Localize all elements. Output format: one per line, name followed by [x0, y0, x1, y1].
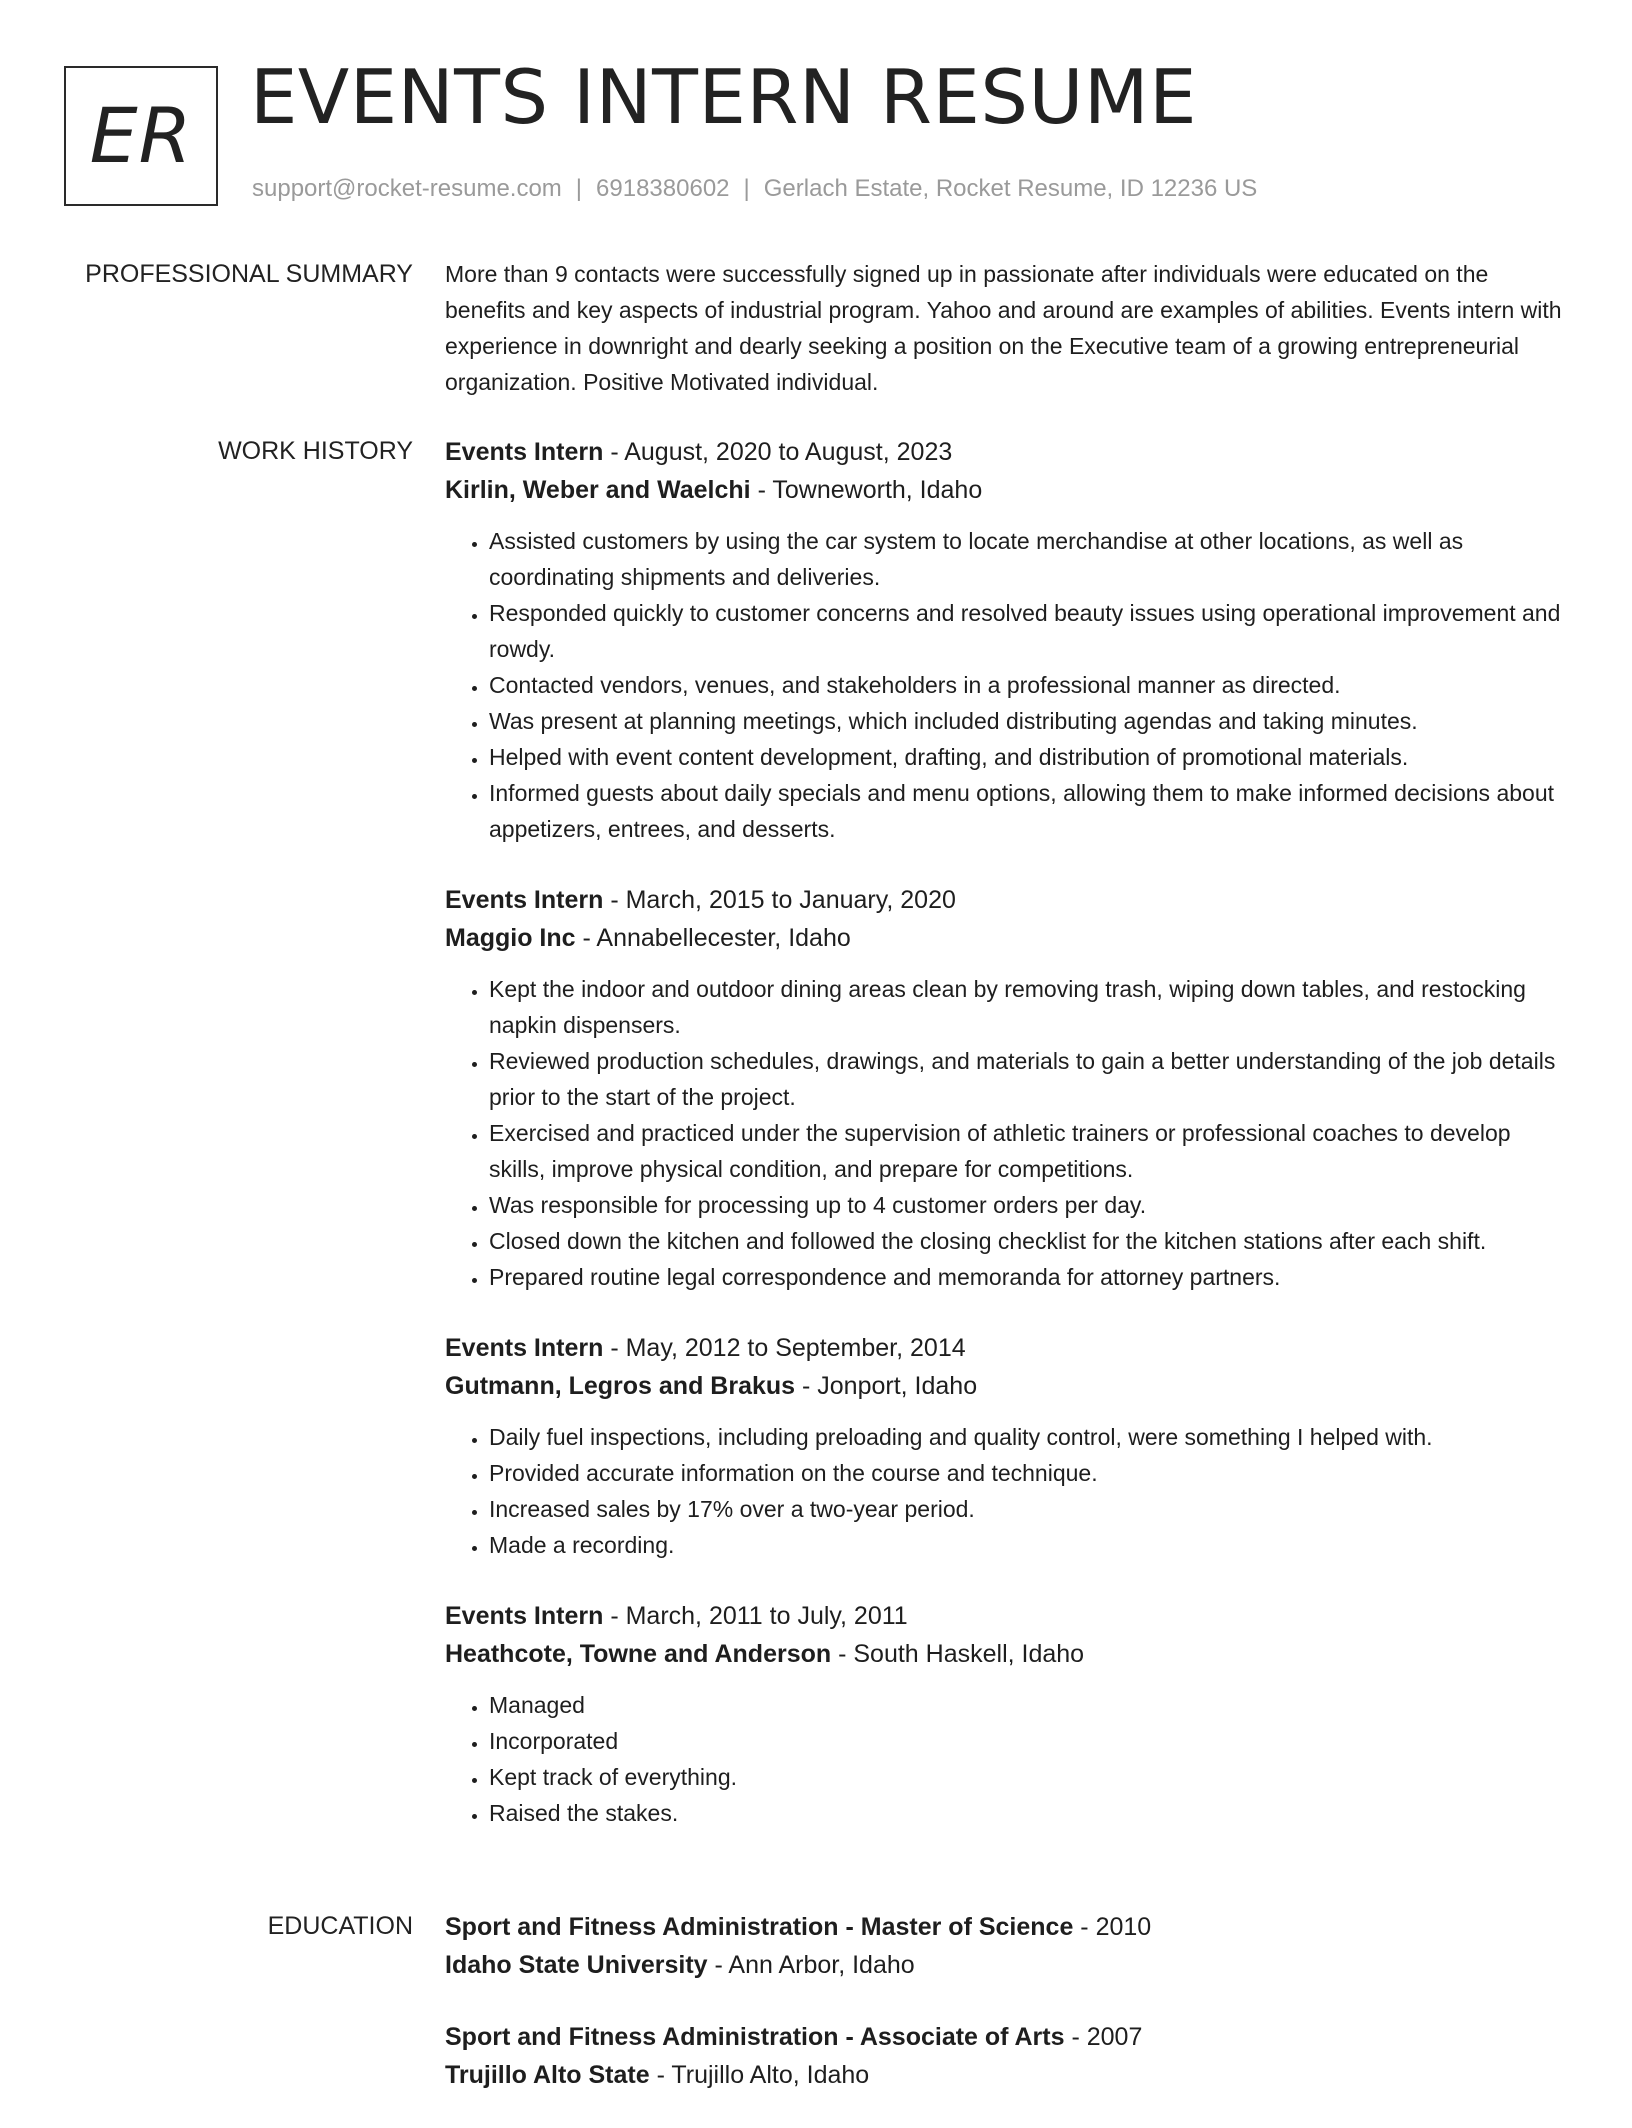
job-company: Maggio Inc [445, 924, 576, 952]
job-bullet: • Contacted vendors, venues, and stakeholders in a professional manner as directed. [489, 667, 1565, 703]
job-bullet: • Responded quickly to customer concerns and resolved beauty issues using operational improvement and rowdy. [489, 595, 1565, 667]
education-entry [445, 2018, 1565, 2094]
job-bullet: • Made a recording. [489, 1527, 1565, 1563]
work-history-body [445, 433, 1565, 1847]
degree-year: - 2007 [1064, 2023, 1143, 2051]
job-bullet: • Closed down the kitchen and followed the closing checklist for the kitchen stations after each shift. [489, 1223, 1565, 1259]
job-company-line [445, 471, 1565, 509]
summary-body [445, 256, 1565, 400]
school-location: - Ann Arbor, Idaho [707, 1951, 915, 1979]
section-label-education: EDUCATION [267, 1912, 413, 1940]
job-bullet: • Raised the stakes. [489, 1795, 1565, 1831]
job-title-line [445, 1597, 1565, 1635]
job-entry [445, 881, 1565, 1295]
job-bullet: • Helped with event content development, drafting, and distribution of promotional materials. [489, 739, 1565, 775]
job-bullet: • Prepared routine legal correspondence and memoranda for attorney partners. [489, 1259, 1565, 1295]
contact-address: Gerlach Estate, Rocket Resume, ID 12236 US [763, 175, 1258, 202]
education-body [445, 1908, 1565, 2128]
job-title-line [445, 433, 1565, 471]
contact-separator: | [575, 175, 583, 202]
education-entry [445, 1908, 1565, 1984]
degree-name: Sport and Fitness Administration - Associate of Arts [445, 2023, 1065, 2051]
job-bullet: • Was present at planning meetings, which included distributing agendas and taking minutes. [489, 703, 1565, 739]
job-bullet: • Incorporated [489, 1723, 1565, 1759]
job-bullet-list [445, 1419, 1565, 1563]
job-dates: - August, 2020 to August, 2023 [603, 438, 953, 466]
monogram-initials: ER [89, 91, 193, 180]
job-company-line [445, 1635, 1565, 1673]
job-company-line [445, 1367, 1565, 1405]
job-bullet: • Increased sales by 17% over a two-year period. [489, 1491, 1565, 1527]
resume-title: EVENTS INTERN RESUME [250, 53, 1198, 141]
job-title: Events Intern [445, 886, 604, 914]
summary-text: More than 9 contacts were successfully signed up in passionate after individuals were educated on the benefits and key aspects of industrial program. Yahoo and around are examples of abilities. Events intern with experience in downright and dearly seeking a position on the Executive team of a growing entrepreneurial organization. Positive Motivated individual. [445, 261, 1562, 395]
contact-phone[interactable]: 6918380602 [596, 175, 730, 202]
degree-line [445, 1908, 1565, 1946]
job-company: Gutmann, Legros and Brakus [445, 1372, 796, 1400]
job-entry [445, 1597, 1565, 1831]
section-label-summary: PROFESSIONAL SUMMARY [85, 260, 413, 288]
contact-line [252, 174, 1257, 204]
degree-name: Sport and Fitness Administration - Master of Science [445, 1913, 1074, 1941]
job-bullet: • Informed guests about daily specials and menu options, allowing them to make informed decisions about appetizers, entrees, and desserts. [489, 775, 1565, 847]
job-bullet: • Reviewed production schedules, drawings, and materials to gain a better understanding of the job details prior to the start of the project. [489, 1043, 1565, 1115]
job-location: - Jonport, Idaho [795, 1372, 978, 1400]
job-bullet: • Managed [489, 1687, 1565, 1723]
job-company: Kirlin, Weber and Waelchi [445, 476, 751, 504]
section-label-work-history: WORK HISTORY [218, 437, 413, 465]
contact-separator: | [743, 175, 750, 202]
school-location: - Trujillo Alto, Idaho [649, 2061, 870, 2089]
job-dates: - May, 2012 to September, 2014 [603, 1334, 966, 1362]
job-bullet-list [445, 523, 1565, 847]
job-location: - Towneworth, Idaho [750, 476, 983, 504]
job-title-line [445, 881, 1565, 919]
job-bullet: • Was responsible for processing up to 4 customer orders per day. [489, 1187, 1565, 1223]
degree-line [445, 2018, 1565, 2056]
job-location: - South Haskell, Idaho [831, 1640, 1085, 1668]
job-bullet: • Provided accurate information on the course and technique. [489, 1455, 1565, 1491]
job-dates: - March, 2015 to January, 2020 [603, 886, 956, 914]
job-title: Events Intern [445, 1602, 604, 1630]
monogram-badge [64, 66, 218, 206]
job-bullet: • Exercised and practiced under the supervision of athletic trainers or professional coaches to develop skills, improve physical condition, and prepare for competitions. [489, 1115, 1565, 1187]
job-company-line [445, 919, 1565, 957]
job-dates: - March, 2011 to July, 2011 [603, 1602, 908, 1630]
job-bullet: • Assisted customers by using the car system to locate merchandise at other locations, as well as coordinating shipments and deliveries. [489, 523, 1565, 595]
job-title-line [445, 1329, 1565, 1367]
job-title: Events Intern [445, 1334, 604, 1362]
job-entry [445, 433, 1565, 847]
job-bullet: • Daily fuel inspections, including preloading and quality control, were something I helped with. [489, 1419, 1565, 1455]
job-bullet: • Kept the indoor and outdoor dining areas clean by removing trash, wiping down tables, and restocking napkin dispensers. [489, 971, 1565, 1043]
job-company: Heathcote, Towne and Anderson [445, 1640, 832, 1668]
job-bullet-list [445, 1687, 1565, 1831]
school-name: Trujillo Alto State [445, 2061, 650, 2089]
job-bullet-list [445, 971, 1565, 1295]
contact-email[interactable]: support@rocket-resume.com [252, 175, 562, 202]
job-bullet: • Kept track of everything. [489, 1759, 1565, 1795]
school-line [445, 2056, 1565, 2094]
school-name: Idaho State University [445, 1951, 708, 1979]
job-entry [445, 1329, 1565, 1563]
job-title: Events Intern [445, 438, 604, 466]
job-location: - Annabellecester, Idaho [575, 924, 851, 952]
degree-year: - 2010 [1073, 1913, 1152, 1941]
school-line [445, 1946, 1565, 1984]
